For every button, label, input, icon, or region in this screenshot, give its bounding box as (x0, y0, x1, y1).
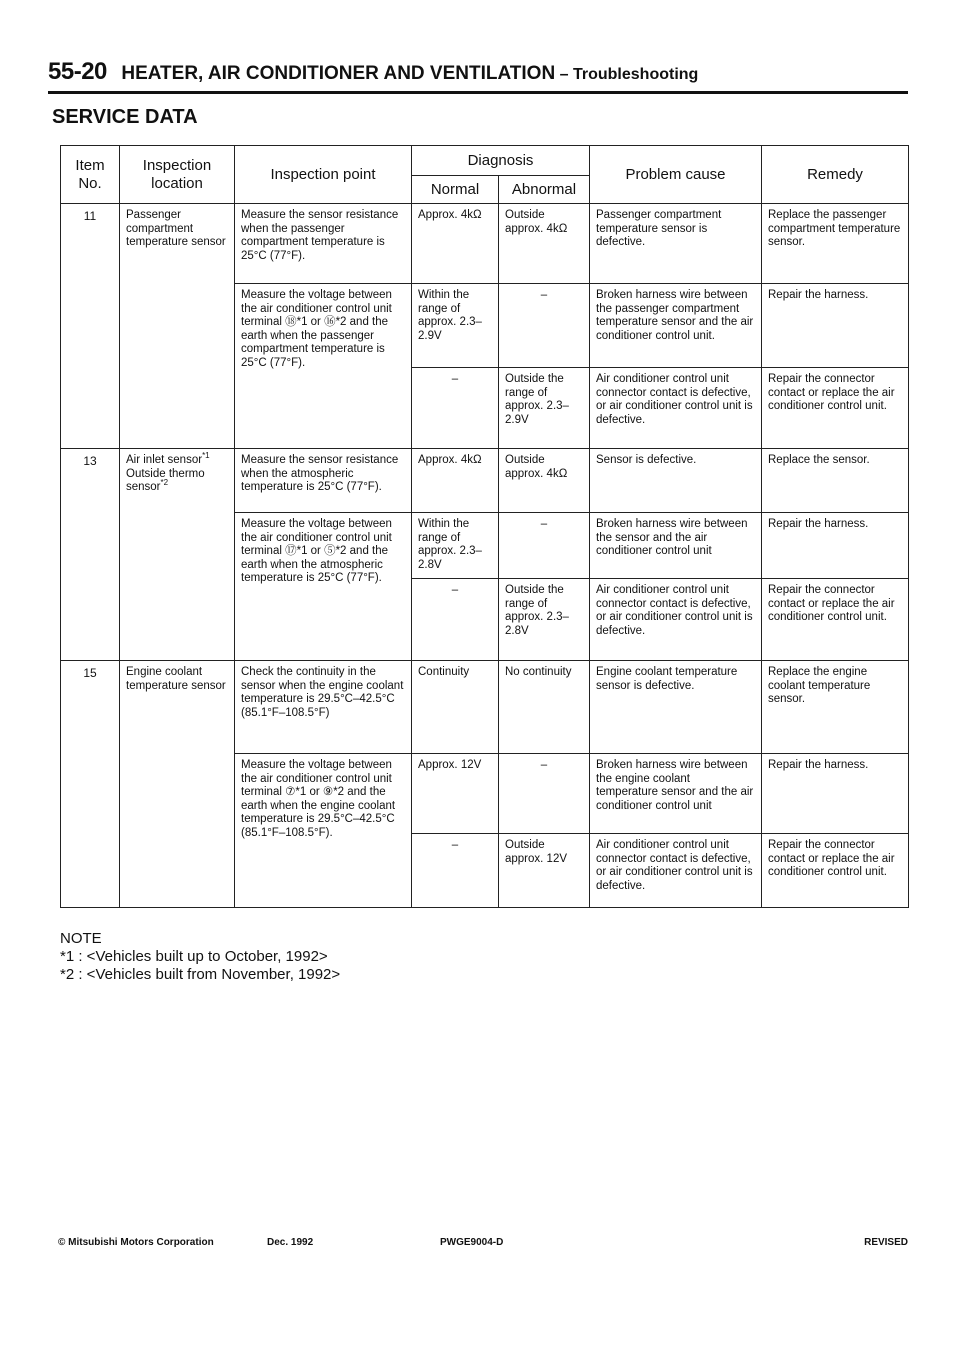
remedy: Repair the connector contact or replace the air conditioner control unit. (762, 368, 909, 449)
item-number: 13 (61, 449, 120, 513)
table-row (61, 368, 909, 449)
page-subtitle: Troubleshooting (572, 66, 699, 83)
normal-value: Continuity (412, 661, 499, 754)
inspection-point: Measure the voltage between the air conditioner control unit terminal ⑦*1 or ⑨*2 and the earth when the engine coolant temperature is 29.5°C–42.5°C (85.1°F–108.5°F). (235, 754, 412, 908)
item-number: 15 (61, 661, 120, 754)
col-abnormal: Abnormal (499, 176, 590, 204)
remedy: Repair the harness. (762, 754, 909, 834)
page-number: 55-20 (48, 58, 107, 85)
table-row (61, 449, 909, 513)
normal-value: – (412, 834, 499, 908)
table-row (61, 834, 909, 908)
table-row (61, 579, 909, 661)
col-diagnosis: Diagnosis (412, 146, 590, 176)
abnormal-value: Outside the range of approx. 2.3–2.8V (499, 579, 590, 661)
normal-value: Approx. 12V (412, 754, 499, 834)
col-inspection-point: Inspection point (235, 146, 412, 204)
problem-cause: Passenger compartment temperature sensor is defective. (590, 204, 762, 284)
note-line: *2 : <Vehicles built from November, 1992> (60, 966, 341, 983)
footer-date: Dec. 1992 (267, 1237, 314, 1248)
problem-cause: Broken harness wire between the engine coolant temperature sensor and the air conditioner control unit (590, 754, 762, 834)
normal-value: Within the range of approx. 2.3–2.8V (412, 513, 499, 579)
col-inspection-location: Inspection location (120, 146, 235, 204)
inspection-point: Measure the sensor resistance when the passenger compartment temperature is 25°C (77°F). (235, 204, 412, 284)
section-title: SERVICE DATA (52, 106, 198, 128)
problem-cause: Broken harness wire between the sensor and the air conditioner control unit (590, 513, 762, 579)
service-data-table (60, 145, 909, 908)
note-label: NOTE (60, 930, 102, 947)
header-rule (48, 91, 908, 94)
remedy: Repair the harness. (762, 284, 909, 368)
remedy: Repair the harness. (762, 513, 909, 579)
abnormal-value: No continuity (499, 661, 590, 754)
inspection-point: Measure the voltage between the air conditioner control unit terminal ⑰*1 or ⑤*2 and the earth when the atmospheric temperature is 25°C (77°F). (235, 513, 412, 661)
table-row (61, 204, 909, 284)
problem-cause: Air conditioner control unit connector contact is defective, or air conditioner control unit is defective. (590, 579, 762, 661)
inspection-point: Measure the voltage between the air conditioner control unit terminal ⑱*1 or ⑯*2 and the earth when the passenger compartment temperature is 25°C (77°F). (235, 284, 412, 449)
page-header (48, 58, 698, 86)
problem-cause: Broken harness wire between the passenger compartment temperature sensor and the air conditioner control unit. (590, 284, 762, 368)
table-row (61, 754, 909, 834)
normal-value: Within the range of approx. 2.3–2.9V (412, 284, 499, 368)
normal-value: Approx. 4kΩ (412, 204, 499, 284)
problem-cause: Air conditioner control unit connector contact is defective, or air conditioner control unit is defective. (590, 834, 762, 908)
abnormal-value: Outside approx. 4kΩ (499, 449, 590, 513)
problem-cause: Air conditioner control unit connector contact is defective, or air conditioner control unit is defective. (590, 368, 762, 449)
remedy: Replace the sensor. (762, 449, 909, 513)
title-dash: – (559, 66, 569, 83)
abnormal-value: – (499, 754, 590, 834)
abnormal-value: Outside approx. 12V (499, 834, 590, 908)
remedy: Repair the connector contact or replace the air conditioner control unit. (762, 834, 909, 908)
problem-cause: Engine coolant temperature sensor is defective. (590, 661, 762, 754)
item-number: 11 (61, 204, 120, 284)
note-line: *1 : <Vehicles built up to October, 1992> (60, 948, 328, 965)
problem-cause: Sensor is defective. (590, 449, 762, 513)
note-block (60, 930, 340, 984)
inspection-location: Passenger compartment temperature sensor (120, 204, 235, 284)
table-row (61, 513, 909, 579)
footer-status: REVISED (864, 1237, 908, 1248)
normal-value: – (412, 579, 499, 661)
table-row (61, 661, 909, 754)
page-title: HEATER, AIR CONDITIONER AND VENTILATION (121, 63, 556, 84)
inspection-location: Engine coolant temperature sensor (120, 661, 235, 754)
inspection-location: Air inlet sensor$^{*1}$ Outside thermo sensor$^{*2}$ (120, 449, 235, 513)
inspection-point: Check the continuity in the sensor when the engine coolant temperature is 29.5°C–42.5°C (85.1°F–108.5°F) (235, 661, 412, 754)
abnormal-value: – (499, 284, 590, 368)
remedy: Replace the engine coolant temperature sensor. (762, 661, 909, 754)
col-remedy: Remedy (762, 146, 909, 204)
normal-value: Approx. 4kΩ (412, 449, 499, 513)
abnormal-value: Outside approx. 4kΩ (499, 204, 590, 284)
footer-copyright: © Mitsubishi Motors Corporation (58, 1237, 214, 1248)
abnormal-value: Outside the range of approx. 2.3–2.9V (499, 368, 590, 449)
footer-code: PWGE9004-D (440, 1237, 504, 1248)
remedy: Repair the connector contact or replace the air conditioner control unit. (762, 579, 909, 661)
col-normal: Normal (412, 176, 499, 204)
col-item-no: Item No. (61, 146, 120, 204)
abnormal-value: – (499, 513, 590, 579)
col-problem-cause: Problem cause (590, 146, 762, 204)
table-row (61, 284, 909, 368)
remedy: Replace the passenger compartment temperature sensor. (762, 204, 909, 284)
normal-value: – (412, 368, 499, 449)
inspection-point: Measure the sensor resistance when the atmospheric temperature is 25°C (77°F). (235, 449, 412, 513)
